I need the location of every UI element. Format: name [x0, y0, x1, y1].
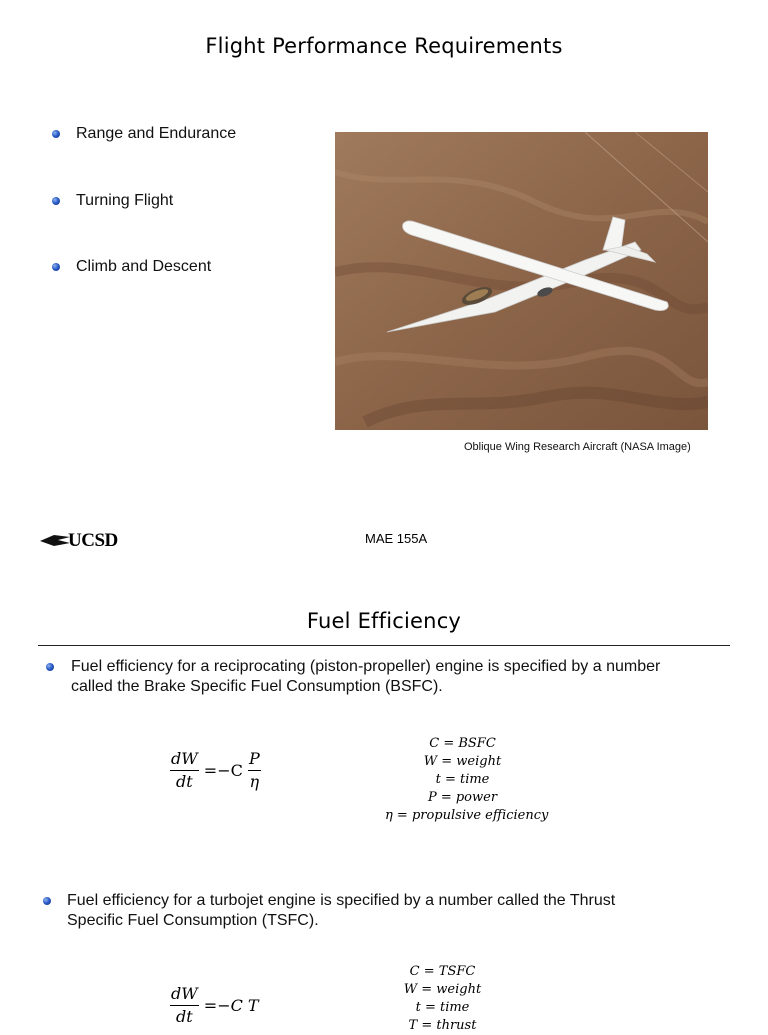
bullet-tsfc	[67, 891, 615, 931]
fraction-numerator: P	[248, 748, 261, 771]
bullet-icon	[46, 663, 54, 671]
legend-line: C = BSFC	[429, 736, 496, 751]
triton-emblem-icon	[40, 531, 70, 551]
fraction-numerator: dW	[170, 748, 199, 771]
slide-title: Flight Performance Requirements	[205, 34, 563, 58]
title-divider	[38, 645, 730, 646]
equation-rhs: =−C T	[203, 996, 259, 1015]
fraction-numerator: dW	[170, 983, 199, 1006]
bullet-range-endurance: Range and Endurance	[76, 125, 237, 142]
bullet-icon	[52, 263, 60, 271]
equation-legend-bsfc	[385, 735, 549, 825]
bullet-icon	[52, 130, 60, 138]
equation-rhs: =−C	[203, 761, 243, 780]
equation-legend-tsfc	[390, 963, 495, 1035]
fraction-dw-dt	[170, 983, 199, 1028]
fraction-denominator: dt	[176, 772, 193, 791]
bullet-bsfc	[71, 657, 660, 697]
legend-line: C = TSFC	[409, 964, 476, 979]
fraction-p-eta	[248, 748, 261, 793]
legend-line: t = time	[435, 772, 490, 787]
bullet-icon	[43, 897, 51, 905]
bullet-climb-descent: Climb and Descent	[76, 258, 212, 275]
bullet-line: Fuel efficiency for a turbojet engine is specified by a number called the Thrust	[67, 892, 616, 909]
legend-line: W = weight	[423, 754, 502, 769]
bullet-line: Specific Fuel Consumption (TSFC).	[67, 912, 319, 929]
legend-line: P = power	[427, 790, 498, 805]
fraction-denominator: η	[249, 772, 260, 791]
equation-tsfc	[170, 983, 259, 1028]
bullet-line: called the Brake Specific Fuel Consumption (BSFC).	[71, 678, 443, 695]
bullet-turning-flight: Turning Flight	[76, 192, 174, 209]
slide-title: Fuel Efficiency	[306, 609, 462, 633]
legend-line: W = weight	[403, 982, 482, 997]
bullet-icon	[52, 197, 60, 205]
equation-bsfc	[170, 748, 261, 793]
legend-line: t = time	[415, 1000, 470, 1015]
fraction-denominator: dt	[176, 1007, 193, 1026]
fraction-dw-dt	[170, 748, 199, 793]
legend-line: T = thrust	[408, 1018, 477, 1033]
photo-caption: Oblique Wing Research Aircraft (NASA Image)	[464, 441, 691, 453]
aircraft-photo	[335, 132, 708, 430]
bullet-line: Fuel efficiency for a reciprocating (piston-propeller) engine is specified by a number	[71, 658, 661, 675]
logo-text: UCSD	[68, 530, 118, 551]
legend-line: η = propulsive efficiency	[385, 808, 549, 823]
course-label: MAE 155A	[365, 531, 428, 546]
